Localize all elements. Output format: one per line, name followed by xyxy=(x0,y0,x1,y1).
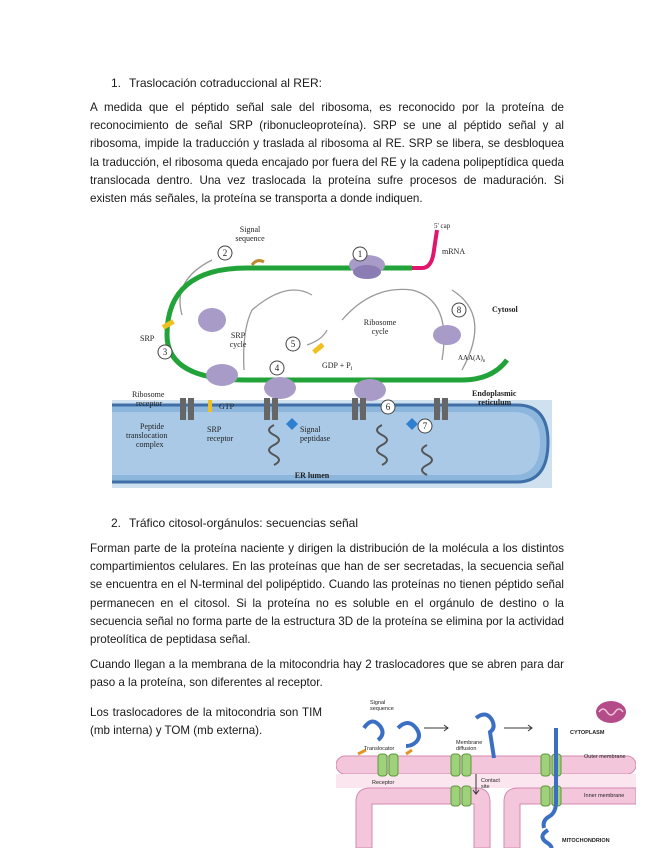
ribosome xyxy=(198,308,226,332)
label-peptide-translocation: translocation xyxy=(126,431,168,440)
label-ribosome-receptor: receptor xyxy=(136,399,163,408)
mitochondrion-thumbnail xyxy=(596,701,626,723)
srp-receptor-shape xyxy=(208,400,212,412)
section-2-title: Tráfico citosol-orgánulos: secuencias señal xyxy=(129,516,359,530)
section-1-number: 1. xyxy=(111,76,122,90)
step-label: 3 xyxy=(162,347,168,357)
srp-particle xyxy=(312,343,324,355)
label-cytosol: Cytosol xyxy=(492,305,518,314)
label-membrane-diffusion: diffusion xyxy=(456,746,477,752)
section-2-heading xyxy=(111,516,358,530)
signal-sequence-shape xyxy=(252,261,264,265)
step-label: 4 xyxy=(274,363,280,373)
section-2-paragraph-2: Cuando llegan a la membrana de la mitocondria hay 2 traslocadores que se abren para dar paso a la proteína, son diferentes al receptor. xyxy=(90,658,564,690)
label-er: reticulum xyxy=(478,398,512,407)
section-2-number: 2. xyxy=(111,516,122,530)
section-1-title: Traslocación cotraduccional al RER: xyxy=(129,76,322,90)
step-label: 7 xyxy=(422,421,428,431)
step-label: 8 xyxy=(456,305,462,315)
label-outer-membrane: Outer membrane xyxy=(584,754,626,760)
label-mitochondrion: MITOCHONDRION xyxy=(562,838,610,844)
label-signal-peptidase: peptidase xyxy=(300,434,331,443)
ribosome xyxy=(433,325,461,345)
section-2-paragraph-1: Forman parte de la proteína naciente y dirigen la distribución de la molécula a los distintos compartimientos celulares. En las proteínas que han de ser secretadas, la secuencia señal se encuentra en el N-terminal del polipéptido. Cuando las proteínas no tienen péptido señal permanecen en el citosol. Si la proteína no es soluble en el orgánulo de destino o la secuencia señal no forma parte de la estructura 3D de la proteína se elimina por la actividad proteolítica de peptidasa señal. xyxy=(90,542,564,647)
label-ribosome-cycle: cycle xyxy=(371,327,389,336)
step-label: 2 xyxy=(222,248,228,258)
label-inner-membrane: Inner membrane xyxy=(584,793,625,799)
label-poly-a: $AAA(A)_n$ xyxy=(458,354,486,364)
label-contact-site: site xyxy=(481,784,490,790)
label-peptide-translocation: complex xyxy=(136,440,164,449)
label-receptor: Receptor xyxy=(372,780,395,786)
label-translocator: Translocator xyxy=(364,746,395,752)
label-cytoplasm: CYTOPLASM xyxy=(570,730,605,736)
label-mrna: mRNA xyxy=(442,247,466,256)
section-1-paragraph: A medida que el péptido señal sale del ribosoma, es reconocido por la proteína de reconocimiento de señal SRP (ribonucleoproteína). SRP se une al péptido señal y al ribosoma, impide la traducción y traslada al ribosoma al RE. SRP se libera, se desbloquea la traducción, el ribosoma queda encajado por fuera del RE y la cadena polipeptídica queda translocada dentro. Una vez traslocada la proteína sufre procesos de maduración. Si existen más señales, la proteína se transporta a donde indiquen. xyxy=(90,101,564,206)
label-srp: SRP xyxy=(140,334,155,343)
label-signal-sequence: sequence xyxy=(235,234,265,243)
label-srp-receptor: SRP xyxy=(207,425,222,434)
label-signal-sequence: sequence xyxy=(370,706,394,712)
label-signal-peptidase: Signal xyxy=(300,425,321,434)
label-signal-sequence: Signal xyxy=(239,225,261,234)
section-2-paragraph-3: Los traslocadores de la mitocondria son TIM (mb interna) y TOM (mb externa). xyxy=(90,706,322,738)
label-cap: 5' cap xyxy=(434,222,451,230)
step-label: 1 xyxy=(357,249,363,259)
label-gtp: GTP xyxy=(219,402,235,411)
ribosome xyxy=(354,379,386,401)
srp-cycle-figure xyxy=(112,220,552,488)
label-er-lumen: ER lumen xyxy=(294,471,330,480)
ribosome xyxy=(206,364,238,386)
label-contact-site: Contact xyxy=(481,778,500,784)
section-1-heading xyxy=(111,76,322,90)
label-srp-cycle: SRP xyxy=(230,331,246,340)
label-ribosome-cycle: Ribosome xyxy=(363,318,397,327)
label-gdp: GDP + $P_i$ xyxy=(322,361,353,372)
label-srp-receptor: receptor xyxy=(207,434,234,443)
label-peptide-translocation: Peptide xyxy=(140,422,164,431)
ribosome xyxy=(264,377,296,399)
label-ribosome-receptor: Ribosome xyxy=(132,390,165,399)
step-label: 6 xyxy=(385,402,391,412)
mitochondria-import-figure xyxy=(336,698,636,848)
label-srp-cycle: cycle xyxy=(229,340,247,349)
label-membrane-diffusion: Membrane xyxy=(456,740,483,746)
step-label: 5 xyxy=(290,339,296,349)
label-er: Endoplasmic xyxy=(472,389,517,398)
label-signal-sequence: Signal xyxy=(370,700,386,706)
